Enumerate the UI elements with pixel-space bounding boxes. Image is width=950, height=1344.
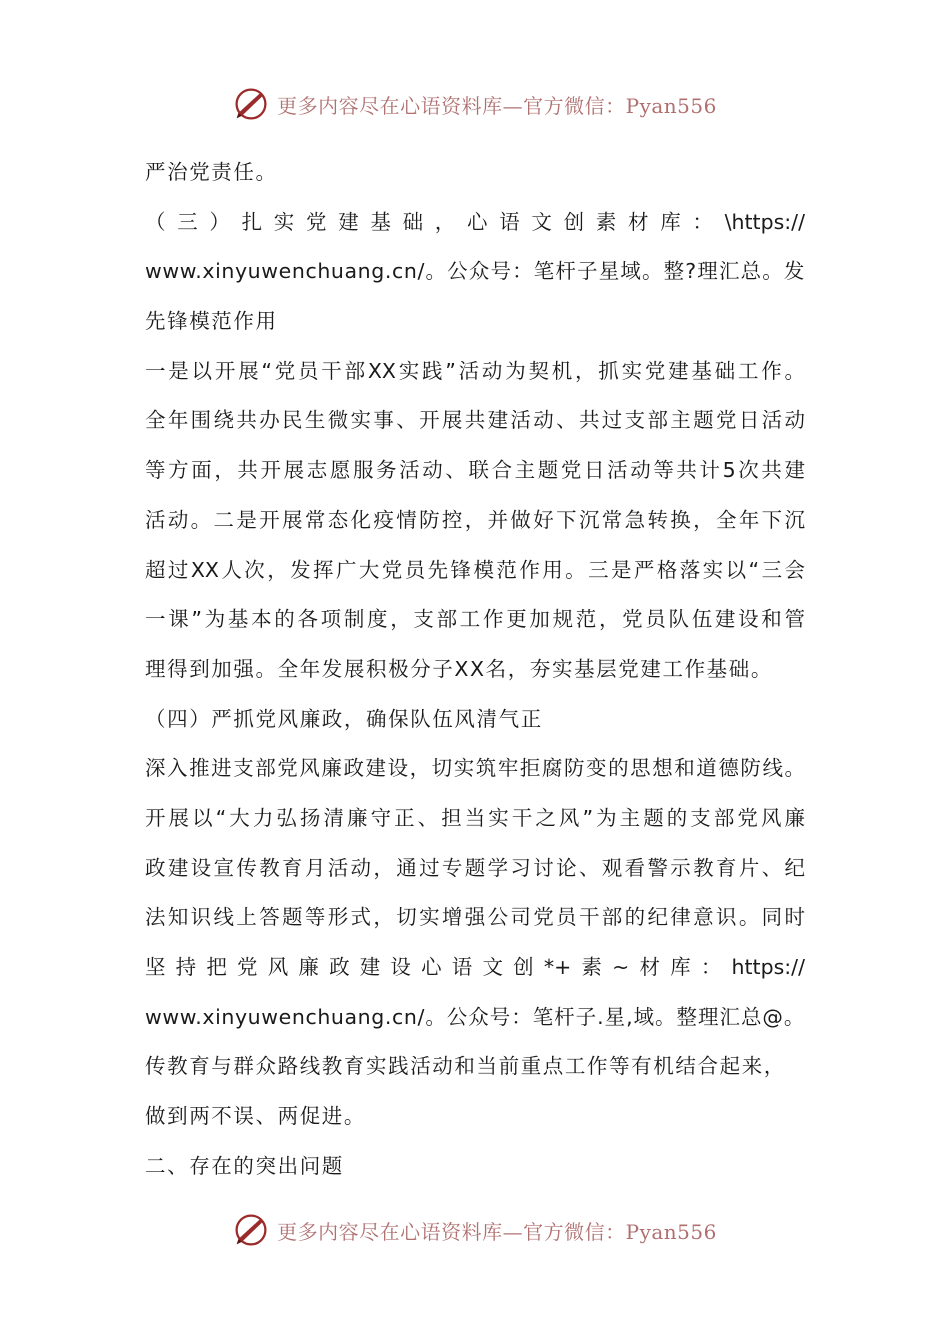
paragraph-line: www.xinyuwenchuang.cn/。公众号：笔杆子星域。整?理汇总。发 — [145, 259, 805, 284]
paragraph-line: 理得到加强。全年发展积极分子XX名，夯实基层党建工作基础。 — [145, 656, 773, 681]
paragraph-line: 一课”为基本的各项制度，支部工作更加规范，党员队伍建设和管 — [145, 607, 805, 632]
paragraph-line: 严治党责任。 — [145, 160, 278, 184]
paragraph-line: 法知识线上答题等形式，切实增强公司党员干部的纪律意识。同时 — [145, 905, 805, 930]
paragraph-line: 政建设宣传教育月活动，通过专题学习讨论、观看警示教育片、纪 — [145, 855, 805, 880]
footer-banner — [0, 1208, 950, 1252]
paragraph-line: 先锋模范作用 — [145, 309, 278, 334]
paragraph-line: 一是以开展“党员干部XX实践”活动为契机，抓实党建基础工作。 — [145, 358, 805, 383]
section-heading: （四）严抓党风廉政，确保队伍风清气正 — [145, 706, 543, 731]
paragraph-line: 传教育与群众路线教育实践活动和当前重点工作等有机结合起来， — [145, 1054, 786, 1079]
header-banner — [0, 82, 950, 126]
section-heading: （三）扎实党建基础，心语文创素材库：\https:// — [145, 209, 805, 234]
pen-logo-icon — [233, 1212, 269, 1248]
paragraph-line: 超过XX人次，发挥广大党员先锋模范作用。三是严格落实以“三会 — [145, 557, 805, 582]
header-banner-text: 更多内容尽在心语资料库—官方微信：Pyan556 — [277, 93, 717, 118]
paragraph-line: 深入推进支部党风廉政建设，切实筑牢拒腐防变的思想和道德防线。 — [145, 756, 805, 781]
paragraph-line: www.xinyuwenchuang.cn/。公众号：笔杆子.星,域。整理汇总@。 — [145, 1004, 805, 1029]
paragraph-line: 坚持把党风廉政建设心语文创*+素~材库：https:// — [145, 955, 805, 979]
paragraph-line: 做到两不误、两促进。 — [145, 1104, 366, 1129]
paragraph-line: 活动。二是开展常态化疫情防控，并做好下沉常急转换，全年下沉 — [145, 507, 805, 532]
paragraph-line: 等方面，共开展志愿服务活动、联合主题党日活动等共计5次共建 — [145, 458, 805, 483]
section-heading: 二、存在的突出问题 — [145, 1153, 344, 1178]
paragraph-line: 开展以“大力弘扬清廉守正、担当实干之风”为主题的支部党风廉 — [145, 805, 805, 830]
paragraph-line: 全年围绕共办民生微实事、开展共建活动、共过支部主题党日活动 — [145, 408, 805, 433]
document-body — [145, 148, 805, 1191]
footer-banner-text: 更多内容尽在心语资料库—官方微信：Pyan556 — [277, 1219, 717, 1244]
pen-logo-icon — [233, 86, 269, 122]
